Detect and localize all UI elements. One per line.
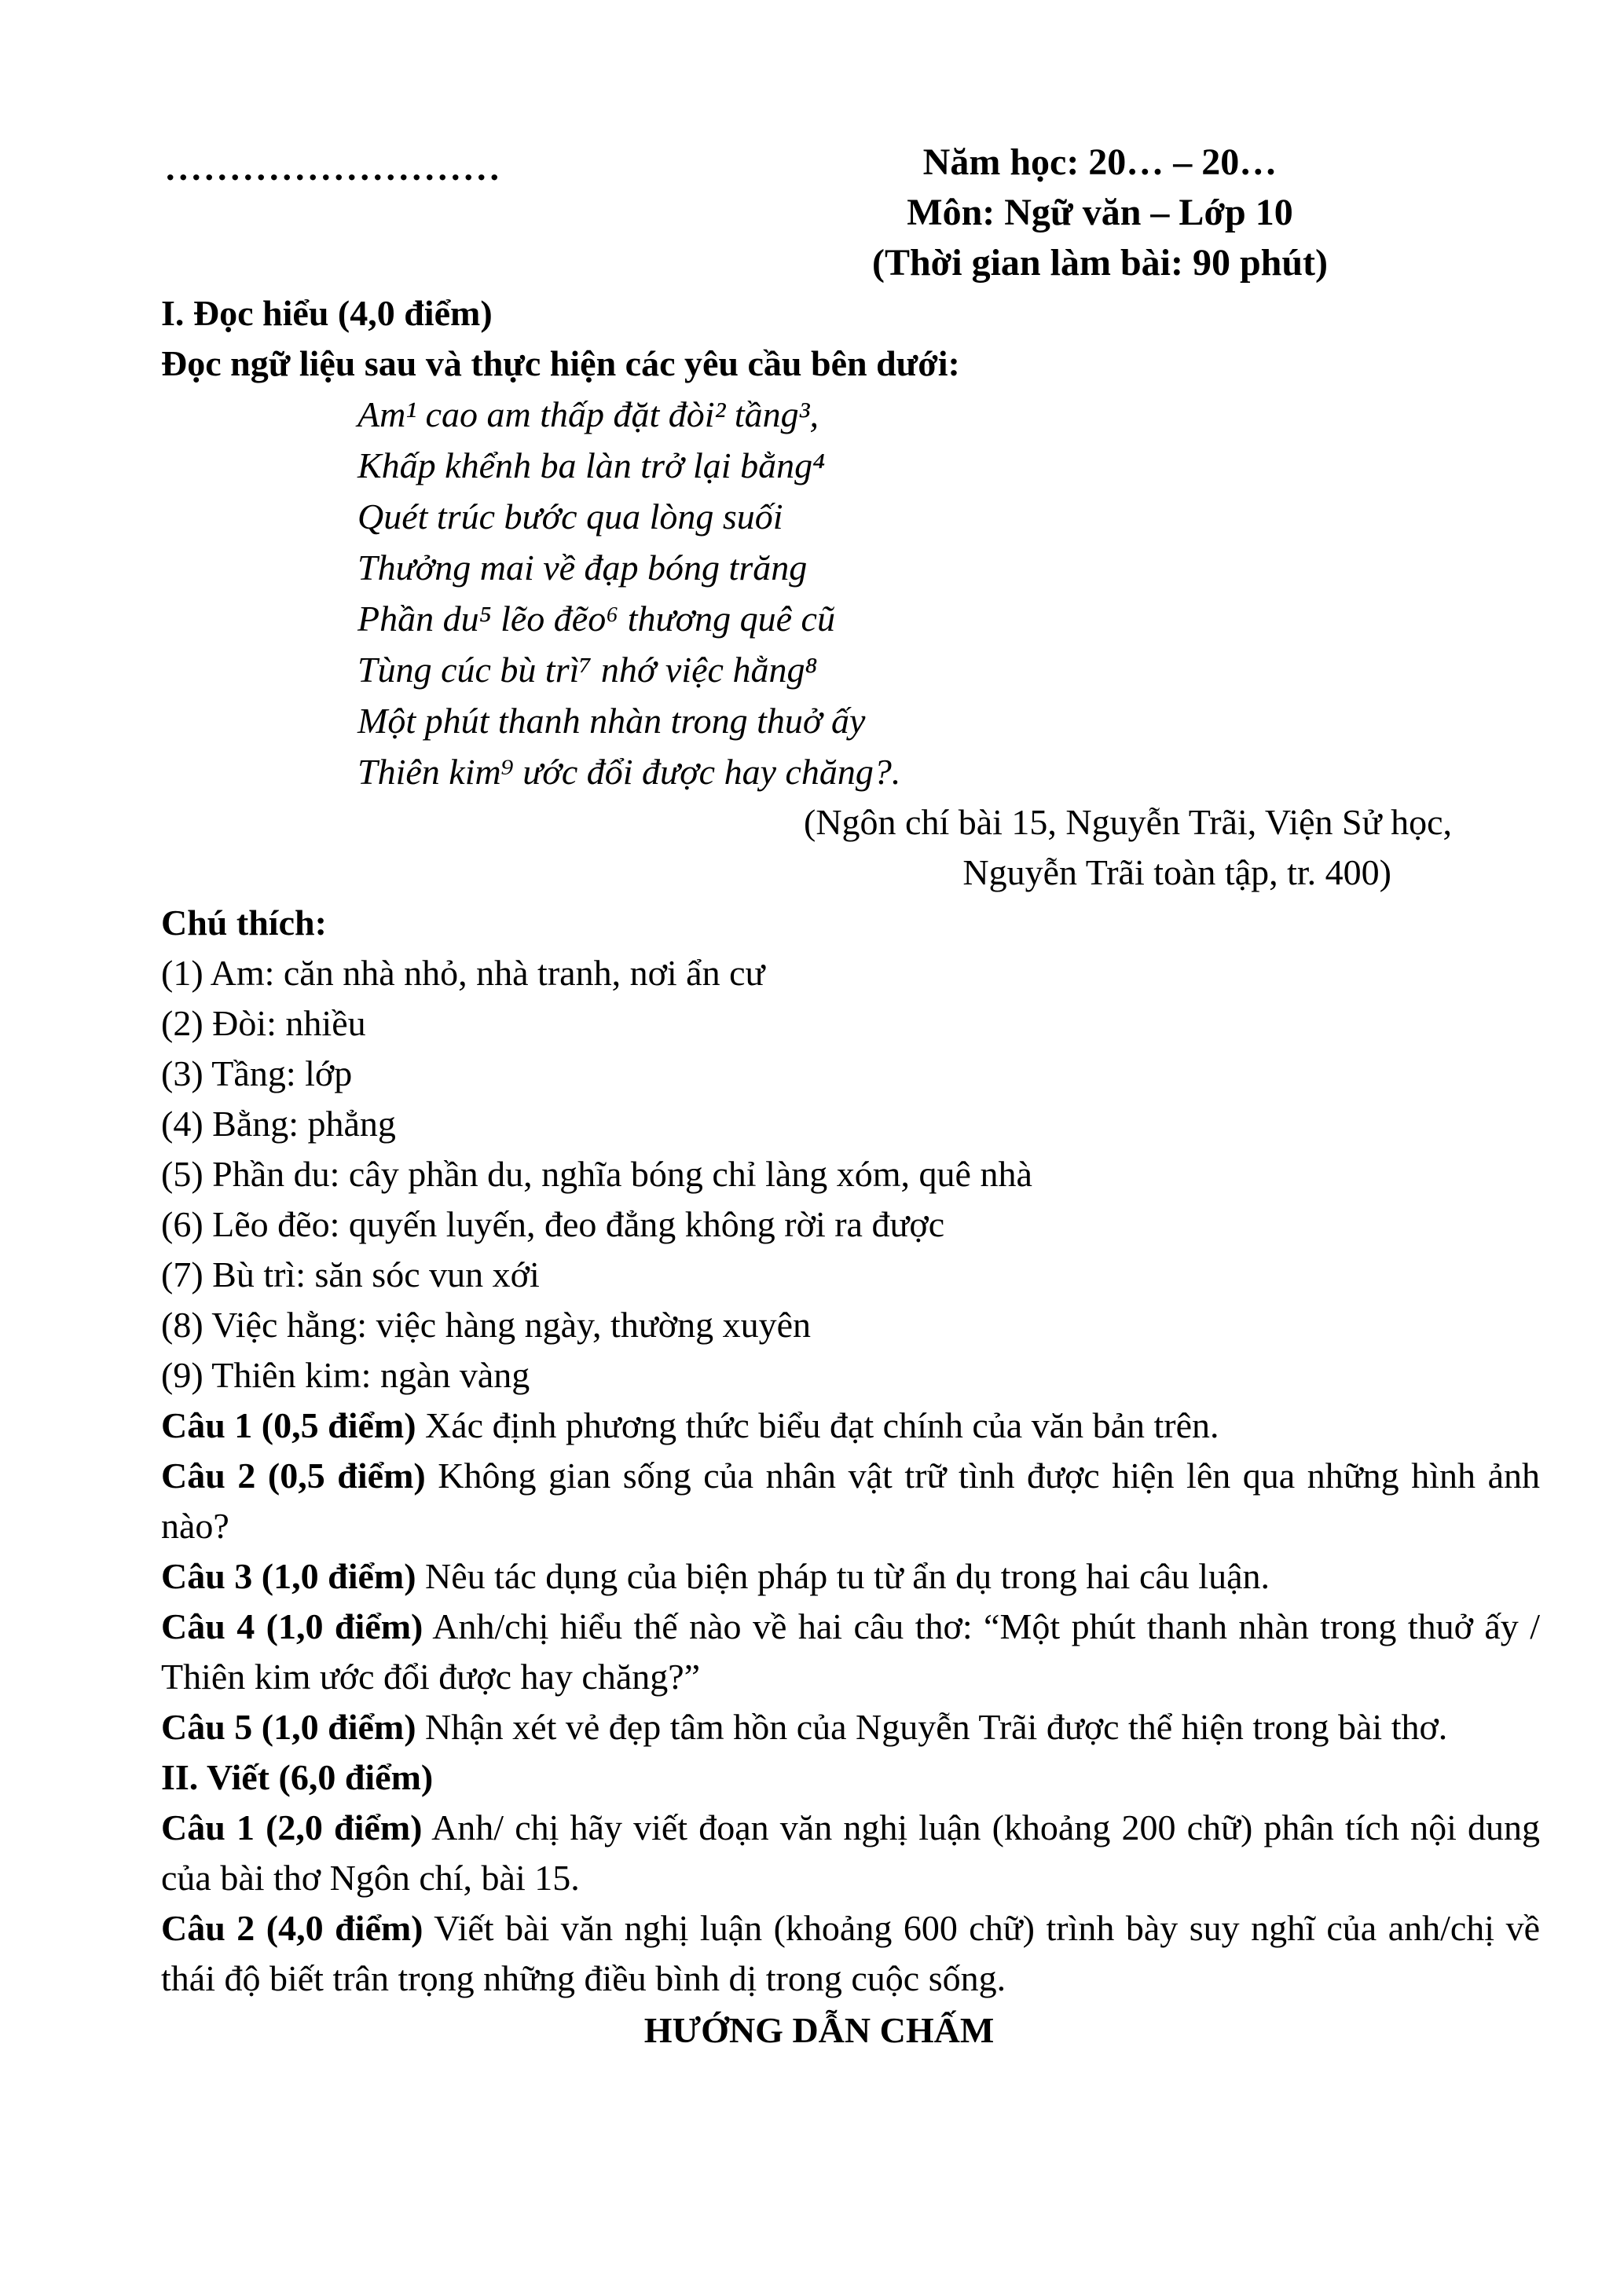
note-item-1: (1) Am: căn nhà nhỏ, nhà tranh, nơi ẩn cư bbox=[161, 953, 765, 993]
poem-citation bbox=[161, 797, 1540, 898]
note-item-4: (4) Bằng: phẳng bbox=[161, 1104, 396, 1144]
poem-line-6: Tùng cúc bù trì⁷ nhớ việc hằng⁸ bbox=[357, 650, 818, 690]
question-label: Câu 3 (1,0 điểm) bbox=[161, 1556, 416, 1596]
school-name-placeholder: .......................... bbox=[166, 148, 503, 188]
header-school-year: Năm học: 20… – 20… bbox=[922, 141, 1278, 183]
reading-question-4 bbox=[161, 1602, 1540, 1702]
poem-line-7: Một phút thanh nhàn trong thuở ấy bbox=[357, 701, 866, 741]
note-item-3: (3) Tầng: lớp bbox=[161, 1053, 353, 1093]
question-text: Anh/chị hiểu thế nào về hai câu thơ: “Một phút thanh nhàn trong thuở ấy / Thiên kim ước đổi được hay chăng?” bbox=[161, 1606, 1540, 1697]
question-text: Nêu tác dụng của biện pháp tu từ ẩn dụ trong hai câu luận. bbox=[425, 1556, 1270, 1596]
notes-title: Chú thích: bbox=[161, 903, 327, 943]
poem-line-2: Khấp khểnh ba làn trở lại bằng⁴ bbox=[357, 445, 826, 485]
writing-question-1 bbox=[161, 1803, 1540, 1903]
note-item-2: (2) Đòi: nhiều bbox=[161, 1003, 366, 1043]
note-item-9: (9) Thiên kim: ngàn vàng bbox=[161, 1355, 530, 1395]
reading-question-5 bbox=[161, 1702, 1540, 1752]
question-text: Xác định phương thức biểu đạt chính của văn bản trên. bbox=[425, 1405, 1219, 1445]
question-text: Nhận xét vẻ đẹp tâm hồn của Nguyễn Trãi được thể hiện trong bài thơ. bbox=[425, 1707, 1448, 1747]
poem-line-3: Quét trúc bước qua lòng suối bbox=[357, 496, 783, 536]
note-item-8: (8) Việc hằng: việc hàng ngày, thường xuyên bbox=[161, 1305, 811, 1345]
poem-line-8: Thiên kim⁹ ước đổi được hay chăng?. bbox=[357, 752, 901, 792]
note-item-6: (6) Lẽo đẽo: quyến luyến, đeo đẳng không rời ra được bbox=[161, 1204, 945, 1244]
note-item-5: (5) Phần du: cây phần du, nghĩa bóng chỉ làng xóm, quê nhà bbox=[161, 1154, 1032, 1194]
question-label: Câu 1 (2,0 điểm) bbox=[161, 1807, 423, 1847]
question-label: Câu 1 (0,5 điểm) bbox=[161, 1405, 416, 1445]
poem bbox=[357, 389, 1540, 797]
header-subject: Môn: Ngữ văn – Lớp 10 bbox=[907, 192, 1293, 233]
reading-question-3 bbox=[161, 1551, 1540, 1602]
poem-citation-line-2: Nguyễn Trãi toàn tập, tr. 400) bbox=[962, 852, 1391, 892]
question-text: Viết bài văn nghị luận (khoảng 600 chữ) trình bày suy nghĩ của anh/chị về thái độ biết trân trọng những điều bình dị trong cuộc sống. bbox=[161, 1908, 1540, 1998]
question-label: Câu 4 (1,0 điểm) bbox=[161, 1606, 423, 1646]
question-label: Câu 5 (1,0 điểm) bbox=[161, 1707, 416, 1747]
question-text: Không gian sống của nhân vật trữ tình được hiện lên qua những hình ảnh nào? bbox=[161, 1456, 1540, 1546]
poem-line-1: Am¹ cao am thấp đặt đòi² tầng³, bbox=[357, 394, 819, 434]
question-label: Câu 2 (0,5 điểm) bbox=[161, 1456, 426, 1496]
question-text: Anh/ chị hãy viết đoạn văn nghị luận (khoảng 200 chữ) phân tích nội dung của bài thơ Ngôn chí, bài 15. bbox=[161, 1807, 1541, 1898]
reading-question-1 bbox=[161, 1401, 1540, 1451]
note-item-7: (7) Bù trì: săn sóc vun xới bbox=[161, 1254, 540, 1294]
reading-question-2 bbox=[161, 1451, 1540, 1551]
poem-citation-line-1: (Ngôn chí bài 15, Nguyễn Trãi, Viện Sử học, bbox=[804, 802, 1452, 842]
section-title-reading: I. Đọc hiểu (4,0 điểm) bbox=[161, 293, 493, 333]
writing-question-2 bbox=[161, 1903, 1540, 2004]
notes-list bbox=[161, 948, 1540, 1401]
document-header bbox=[161, 137, 1540, 288]
grading-guide-heading: HƯỚNG DẪN CHẤM bbox=[643, 2010, 995, 2050]
section-title-writing: II. Viết (6,0 điểm) bbox=[161, 1757, 434, 1797]
poem-line-4: Thưởng mai về đạp bóng trăng bbox=[357, 547, 808, 588]
exam-info-block bbox=[668, 137, 1532, 288]
reading-instruction: Đọc ngữ liệu sau và thực hiện các yêu cầu bên dưới: bbox=[161, 343, 960, 383]
header-duration: (Thời gian làm bài: 90 phút) bbox=[871, 242, 1329, 284]
poem-line-5: Phần du⁵ lẽo đẽo⁶ thương quê cũ bbox=[357, 599, 835, 639]
question-label: Câu 2 (4,0 điểm) bbox=[161, 1908, 423, 1948]
